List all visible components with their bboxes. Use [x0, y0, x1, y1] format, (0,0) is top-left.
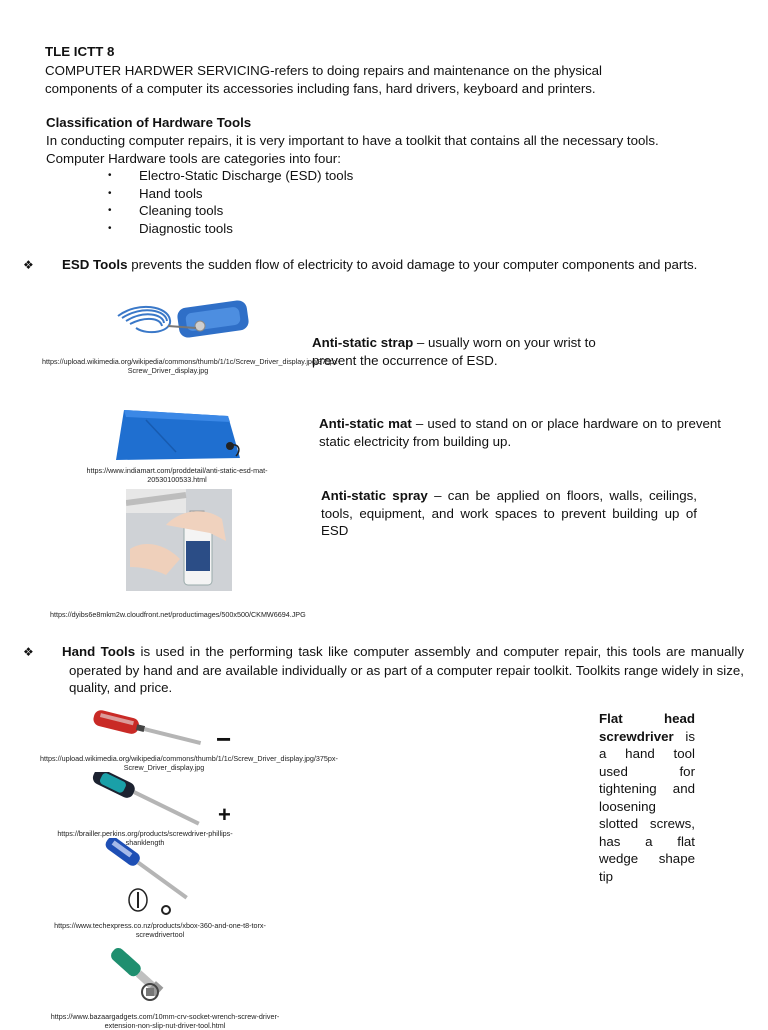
intro-paragraph: COMPUTER HARDWER SERVICING-refers to doing repairs and maintenance on the physical components of a computer its accessories including fans, hard drivers, keyboard and printers. [45, 63, 602, 96]
phillips-screwdriver-image [88, 772, 208, 828]
anti-static-mat-image [116, 406, 246, 464]
list-item: • Cleaning tools [108, 203, 224, 219]
classification-paragraph-1: In conducting computer repairs, it is very important to have a toolkit that contains all the necessary tools. [46, 133, 659, 148]
strap-image-source-url: https://upload.wikimedia.org/wikipedia/commons/thumb/1/1c/Screw_Driver_display.jpg/375px-Screw_Driver_display.jpg [42, 357, 340, 375]
diamond-bullet-icon: ❖ [23, 258, 34, 272]
mat-image-source-url: https://www.indiamart.com/proddetail/anti-static-esd-mat-20530100533.html [86, 466, 268, 484]
list-item: • Hand tools [108, 185, 203, 201]
flat-head-screwdriver-description: Flat head screwdriver is a hand tool used for tightening and loosening slotted screws, has a flat wedge shape tip [599, 711, 695, 884]
list-item: • Diagnostic tools [108, 220, 233, 236]
plus-symbol: + [218, 802, 231, 827]
torx-image-source-url: https://www.techexpress.co.nz/products/xbox-360-and-one-t8-torx-screwdrivertool [54, 921, 266, 939]
flat-head-screwdriver-image [88, 710, 208, 752]
phillips-image-source-url: https://brailler.perkins.org/products/screwdriver-phillips-shanklength [57, 829, 233, 847]
anti-static-strap-description: Anti-static strap – usually worn on your wrist to prevent the occurrence of ESD. [312, 335, 596, 368]
minus-symbol: − [216, 724, 232, 754]
spray-image-source-url: https://dyibs6e8mkm2w.cloudfront.net/productimages/500x500/CKMW6694.JPG [50, 610, 306, 619]
diamond-bullet-icon: ❖ [23, 645, 34, 659]
anti-static-spray-description: Anti-static spray – can be applied on floors, walls, ceilings, tools, equipment, and work spaces to prevent building up of ESD [321, 488, 697, 538]
section-heading-classification: Classification of Hardware Tools [46, 115, 252, 130]
esd-tools-paragraph: ❖ ESD Tools prevents the sudden flow of electricity to avoid damage to your computer components and parts. [46, 256, 744, 275]
socket-wrench-image-source-url: https://www.bazaargadgets.com/10mm-crv-socket-wrench-screw-driver-extension-non-slip-nut-driver-tool.html [50, 1012, 280, 1030]
socket-wrench-screwdriver-image [100, 940, 170, 1006]
anti-static-mat-description: Anti-static mat – used to stand on or place hardware on to prevent static electricity from building up. [319, 416, 721, 449]
anti-static-strap-image [108, 296, 256, 350]
list-item: • Electro-Static Discharge (ESD) tools [108, 168, 354, 183]
classification-paragraph-2: Computer Hardware tools are categories into four: [46, 151, 341, 166]
flat-head-image-source-url: https://upload.wikimedia.org/wikipedia/commons/thumb/1/1c/Screw_Driver_display.jpg/375px-Screw_Driver_display.jpg [40, 754, 338, 772]
hand-tools-paragraph: ❖ Hand Tools is used in the performing task like computer assembly and computer repair, this tools are manually operated by hand and are available individually or as part of a computer repair toolkit. Toolkits range widely in size, quality, and price. [23, 644, 744, 695]
tool-category-list [108, 167, 353, 237]
torx-screwdriver-image [94, 838, 200, 918]
anti-static-spray-image [126, 489, 232, 591]
page-title: TLE ICTT 8 [45, 44, 115, 59]
